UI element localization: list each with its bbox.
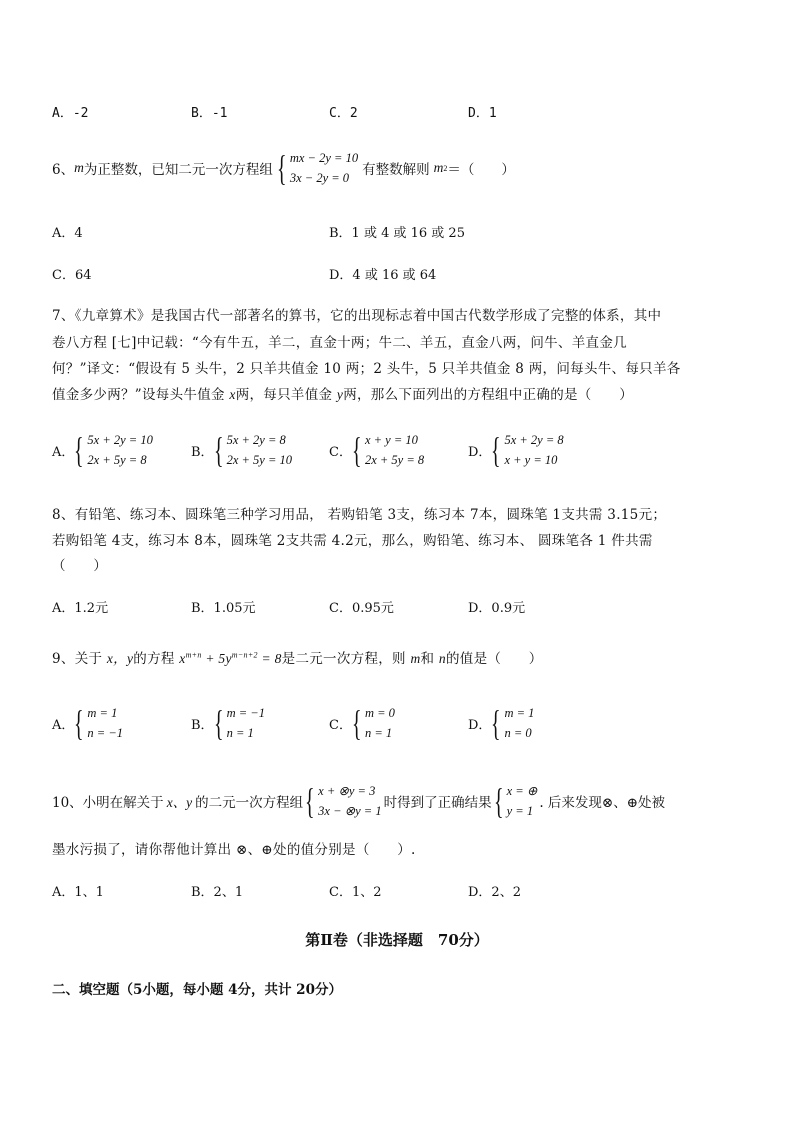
q9-option-c-label: C．: [329, 717, 352, 733]
q7-line-4c: 两，那么下面列出的方程组中正确的是（ ）: [343, 387, 634, 403]
q7-option-c-eq1: x + y = 10: [364, 433, 418, 447]
q7-line-2: 卷八方程 [七]中记载：“今有牛五，羊二，直金十两；牛二、羊五，直金八两，问牛、羊直金几: [52, 335, 627, 351]
q7-option-c-label: C．: [329, 444, 352, 460]
q9-text-a: 9、关于: [52, 651, 103, 667]
q9-option-a-eq1: m = 1: [87, 706, 118, 720]
q9-option-b-eq1: m = −1: [226, 706, 265, 720]
q7-option-b-eq2: 2x + 5y = 10: [226, 453, 293, 467]
q9-option-c-eq1: m = 0: [364, 706, 395, 720]
q7-line-4a: 值金多少两？”设每头牛值金: [52, 387, 225, 403]
q9-eq-end: = 8: [257, 651, 282, 666]
q6-m: m: [433, 160, 444, 175]
q9-option-d-label: D．: [468, 717, 492, 733]
q8-option-b: B．1.05元: [191, 601, 256, 616]
q5-option-a: A．-2: [52, 106, 89, 121]
q6-option-c: C．64: [52, 268, 92, 283]
q7-option-a-eq2: 2x + 5y = 8: [87, 453, 147, 467]
q9-var-m: m: [410, 651, 421, 666]
q9-equation: [179, 651, 281, 666]
q9-eq-x: x: [179, 651, 186, 666]
q9-eq-mid: + 5y: [201, 651, 232, 666]
q8-line-3: （ ）: [52, 558, 108, 574]
q6-eq2: 3x − 2y = 0: [289, 171, 350, 185]
q10-text-b: 的二元一次方程组: [195, 795, 304, 811]
q6-eq1: mx − 2y = 10: [289, 151, 359, 165]
q9-option-d-eq1: m = 1: [504, 706, 535, 720]
q5-option-b: B．-1: [191, 106, 228, 121]
q10-option-c: C．1、2: [329, 885, 382, 900]
q9-option-b: B． { m = −1 n = 1: [191, 703, 265, 743]
q10-res2: y = 1: [506, 804, 534, 818]
q10-stem: [52, 781, 665, 821]
q9-text-c: 是二元一次方程，则: [281, 651, 406, 667]
q6-option-d: D．4 或 16 或 64: [329, 268, 437, 283]
q9-text-d: 和: [420, 651, 435, 667]
q8-option-d: D．0.9元: [468, 601, 526, 616]
q7-var-y: y: [336, 387, 344, 402]
q9-option-b-eq2: n = 1: [226, 726, 254, 740]
q8-line-2: 若购铅笔 4支，练习本 8本，圆珠笔 2支共需 4.2元，那么，购铅笔、练习本、 圆珠笔各 1 件共需: [52, 533, 653, 549]
q9-option-a-label: A．: [52, 717, 75, 733]
q6-text-d: ＝（ ）: [447, 162, 515, 178]
q10-result: { x = ⊕ y = 1: [493, 781, 538, 821]
q10-res1: x = ⊕: [506, 784, 538, 798]
q9-option-d-eq2: n = 0: [504, 726, 532, 740]
q6-number: 6、: [52, 162, 75, 178]
q9-option-c-eq2: n = 1: [364, 726, 393, 740]
q8-option-a: A．1.2元: [52, 601, 109, 616]
q7-option-b-label: B．: [191, 444, 214, 460]
q7-option-d-eq1: 5x + 2y = 8: [504, 433, 564, 447]
q10-eq2: 3x − ⊗y = 1: [318, 804, 382, 818]
q7-option-a-label: A．: [52, 444, 75, 460]
q9-text-e: 的值是（ ）: [445, 651, 543, 667]
q6-text-b: 为正整数，已知二元一次方程组: [83, 162, 273, 178]
q10-option-a: A．1、1: [52, 885, 104, 900]
q6-text-c: 有整数解则: [362, 162, 430, 178]
q6-option-b: B．1 或 4 或 16 或 25: [329, 226, 465, 241]
q7-line-4b: 两，每只羊值金: [235, 387, 333, 403]
q8-option-c: C．0.95元: [329, 601, 394, 616]
q5-option-c: C．2: [329, 106, 358, 121]
q7-option-d-eq2: x + y = 10: [504, 453, 558, 467]
q9-var-n: n: [438, 651, 446, 666]
q10-eq1: x + ⊗y = 3: [318, 784, 376, 798]
q7-option-b-eq1: 5x + 2y = 8: [226, 433, 286, 447]
q6-square: 2: [443, 163, 448, 173]
q7-option-c-eq2: 2x + 5y = 8: [364, 453, 425, 467]
q9-option-a-eq2: n = −1: [87, 726, 124, 740]
q10-text-a: 10、小明在解关于: [52, 795, 164, 811]
q7-option-d: D． { 5x + 2y = 8 x + y = 10: [468, 430, 564, 470]
q10-option-d: D．2、2: [468, 885, 521, 900]
q10-vars: x、y: [166, 795, 193, 810]
section-2-title: 二、填空题（5小题，每小题 4分，共计 20分）: [52, 982, 342, 998]
q9-vars: x，y: [106, 651, 134, 666]
q9-exp-1: m+n: [185, 650, 202, 660]
q10-text-d: . 后来发现⊗、⊕处被: [539, 795, 666, 811]
q9-stem: [52, 647, 543, 667]
q10-line-2: 墨水污损了，请你帮他计算出 ⊗、⊕处的值分别是（ ）.: [52, 842, 416, 858]
q7-line-1: 7、《九章算术》是我国古代一部著名的算书，它的出现标志着中国古代数学形成了完整的体系，其中: [52, 308, 662, 324]
q9-option-d: D． { m = 1 n = 0: [468, 703, 535, 743]
part-2-title: 第Ⅱ卷（非选择题 70分）: [305, 931, 489, 949]
q7-option-a-eq1: 5x + 2y = 10: [87, 433, 153, 447]
q8-line-1: 8、有铅笔、练习本、圆珠笔三种学习用品， 若购铅笔 3支，练习本 7本，圆珠笔 1支共需 3.15元；: [52, 507, 667, 523]
q10-system: { x + ⊗y = 3 3x − ⊗y = 1: [305, 781, 382, 821]
q6-var-m: m: [74, 160, 84, 175]
q9-exp-2: m−n+2: [231, 650, 258, 660]
q9-text-b: 的方程: [133, 651, 175, 667]
q7-option-d-label: D．: [468, 444, 492, 460]
q9-option-b-label: B．: [191, 717, 214, 733]
q6-system: { mx − 2y = 10 3x − 2y = 0: [276, 148, 359, 188]
q7-option-b: B． { 5x + 2y = 8 2x + 5y = 10: [191, 430, 293, 470]
q6-stem: [52, 148, 515, 188]
q7-line-4: [52, 383, 633, 403]
q10-text-c: 时得到了正确结果: [383, 795, 492, 811]
q7-option-c: C． { x + y = 10 2x + 5y = 8: [329, 430, 425, 470]
q6-option-a: A．4: [52, 226, 83, 241]
q9-option-a: A． { m = 1 n = −1: [52, 703, 124, 743]
q5-option-d: D．1: [468, 106, 497, 121]
q7-option-a: A． { 5x + 2y = 10 2x + 5y = 8: [52, 430, 153, 470]
q9-option-c: C． { m = 0 n = 1: [329, 703, 395, 743]
q7-line-3: 何？”译文：“假设有 5 头牛，2 只羊共值金 10 两；2 头牛，5 只羊共值金 8 两，问每头牛、每只羊各: [52, 361, 681, 377]
q10-option-b: B．2、1: [191, 885, 244, 900]
q7-var-x: x: [229, 387, 236, 402]
